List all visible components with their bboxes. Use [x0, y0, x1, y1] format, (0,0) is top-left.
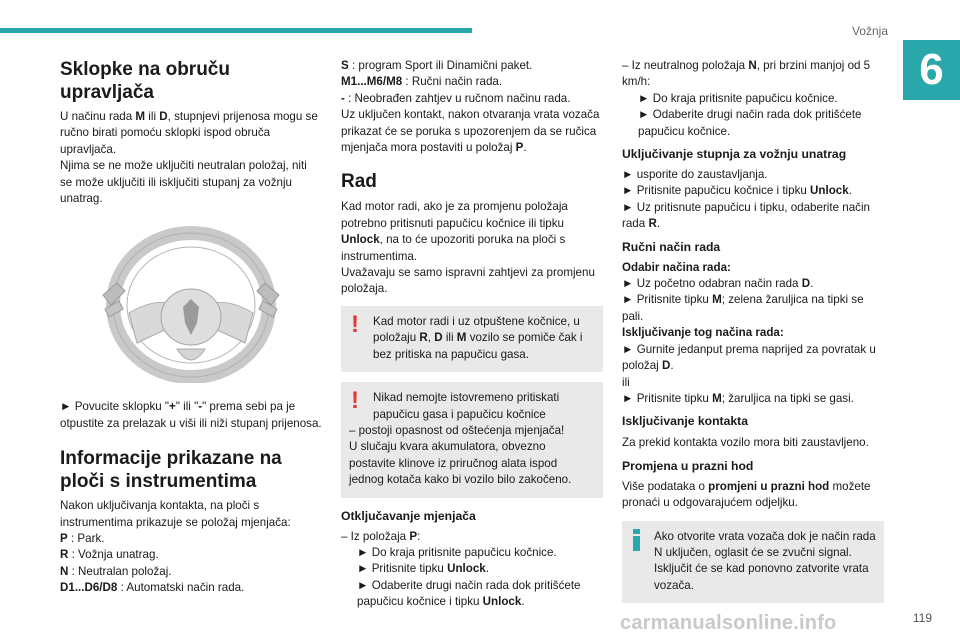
- paragraph: ili: [622, 375, 630, 389]
- header-accent-bar: [0, 28, 472, 33]
- info-icon: [633, 529, 640, 551]
- chapter-number: 6: [903, 40, 960, 100]
- list-item: - : Neobrađen zahtjev u ručnom načinu rada.: [341, 91, 571, 105]
- paragraph: Nakon uključivanja kontakta, na ploči s instrumentima prikazuje se položaj mjenjača:: [60, 499, 291, 529]
- heading-rad: Rad: [341, 171, 377, 193]
- paragraph: ► Povucite sklopku "+" ili "-" prema sebi pa je otpustite za prelazak u viši ili niži stupanj prijenosa.: [60, 400, 322, 430]
- list-item: ► Uz početno odabran način rada D.: [622, 277, 814, 291]
- heading-instrument-info: Informacije prikazane na ploči s instrumentima: [60, 448, 282, 493]
- list-item: D1...D6/D8 : Automatski način rada.: [60, 581, 245, 595]
- column-3: [622, 58, 884, 603]
- list-item: M1...M6/M8 : Ručni način rada.: [341, 75, 503, 89]
- paragraph: Njima se ne može uključiti neutralan položaj, niti se može uključiti ili isključiti stupanj za vožnju unatrag.: [60, 159, 307, 206]
- paragraph: Kad motor radi, ako je za promjenu položaja potrebno pritisnuti papučicu kočnice ili tipku Unlock, na to će upozoriti poruka na ploči s instrumentima.: [341, 200, 568, 263]
- list-item: S : program Sport ili Dinamični paket.: [341, 59, 533, 72]
- paragraph: Uvažavaju se samo ispravni zahtjevi za promjenu položaja.: [341, 266, 595, 296]
- list-item: – Iz neutralnog položaja N, pri brzini manjoj od 5 km/h:: [622, 59, 871, 89]
- list-item: ► Odaberite drugi način rada dok pritišćete papučicu kočnice.: [638, 108, 862, 138]
- list-item: ► Uz pritisnute papučicu i tipku, odaberite način rada R.: [622, 200, 870, 231]
- warning-box: ! Nikad nemojte istovremeno pritiskati papučicu gasa i papučicu kočnice – postoji opasnost od oštećenja mjenjača! U slučaju kvara akumulatora, obvezno postavite klinove iz priručnog alata ispod jednog kotača kako bi vozilo bilo zakočeno.: [341, 382, 603, 497]
- warning-icon: !: [351, 387, 359, 415]
- list-item: N : Neutralan položaj.: [60, 564, 172, 578]
- info-box: Ako otvorite vrata vozača dok je način rada N uključen, oglasit će se zvučni signal. Isključit će se kad ponovno zatvorite vrata vozača.: [622, 521, 884, 604]
- heading-manual: Ručni način rada: [622, 239, 721, 254]
- paragraph: Više podataka o promjeni u prazni hod možete pronaći u odgovarajućem odjeljku.: [622, 479, 871, 510]
- warning-box: ! Kad motor radi i uz otpuštene kočnice, u položaju R, D ili M vozilo se pomiče čak i bez pritiska na papučicu gasa.: [341, 306, 603, 372]
- list-item: P : Park.: [60, 532, 105, 546]
- list-item: ► Pritisnite tipku M; žaruljica na tipki se gasi.: [622, 391, 854, 405]
- paragraph: Uz uključen kontakt, nakon otvaranja vrata vozača prikazat će se poruka s upozorenjem da se ručica mjenjača mora postaviti u položaj P.: [341, 108, 600, 155]
- heading-unlock: Otključavanje mjenjača: [341, 508, 476, 523]
- subheading: Odabir načina rada:: [622, 260, 731, 274]
- list-item: ► Do kraja pritisnite papučicu kočnice.: [357, 545, 557, 559]
- steering-wheel-image: [91, 225, 291, 383]
- list-item: R : Vožnja unatrag.: [60, 548, 159, 562]
- subheading: Isključivanje tog načina rada:: [622, 326, 784, 340]
- heading-neutral-change: Promjena u prazni hod: [622, 458, 754, 473]
- heading-paddles: Sklopke na obruču upravljača: [60, 59, 230, 103]
- column-2: [341, 58, 603, 611]
- paragraph: Za prekid kontakta vozilo mora biti zaustavljeno.: [622, 436, 869, 450]
- list-item: – Iz položaja P:: [341, 529, 421, 543]
- list-item: ► Pritisnite tipku M; zelena žaruljica na tipki se pali.: [622, 293, 864, 323]
- watermark: carmanualsonline.info: [620, 612, 837, 634]
- list-item: ► Pritisnite tipku Unlock.: [357, 562, 489, 576]
- heading-reverse: Uključivanje stupnja za vožnju unatrag: [622, 147, 847, 162]
- list-item: ► Odaberite drugi način rada dok pritišćete papučicu kočnice i tipku Unlock.: [357, 578, 581, 609]
- list-item: ► Do kraja pritisnite papučicu kočnice.: [638, 91, 838, 105]
- page-number: 119: [912, 611, 932, 625]
- list-item: ► Gurnite jedanput prema naprijed za povratak u položaj D.: [622, 342, 876, 373]
- list-item: ► Pritisnite papučicu kočnice i tipku Unlock.: [622, 184, 852, 198]
- column-1: [60, 58, 322, 597]
- section-title: Vožnja: [851, 24, 888, 38]
- warning-icon: !: [351, 310, 359, 338]
- list-item: ► usporite do zaustavljanja.: [622, 168, 768, 182]
- heading-ignition-off: Isključivanje kontakta: [622, 414, 748, 429]
- paragraph: U načinu rada M ili D, stupnjevi prijenosa mogu se ručno birati pomoću sklopki ispod obruča upravljača.: [60, 110, 318, 156]
